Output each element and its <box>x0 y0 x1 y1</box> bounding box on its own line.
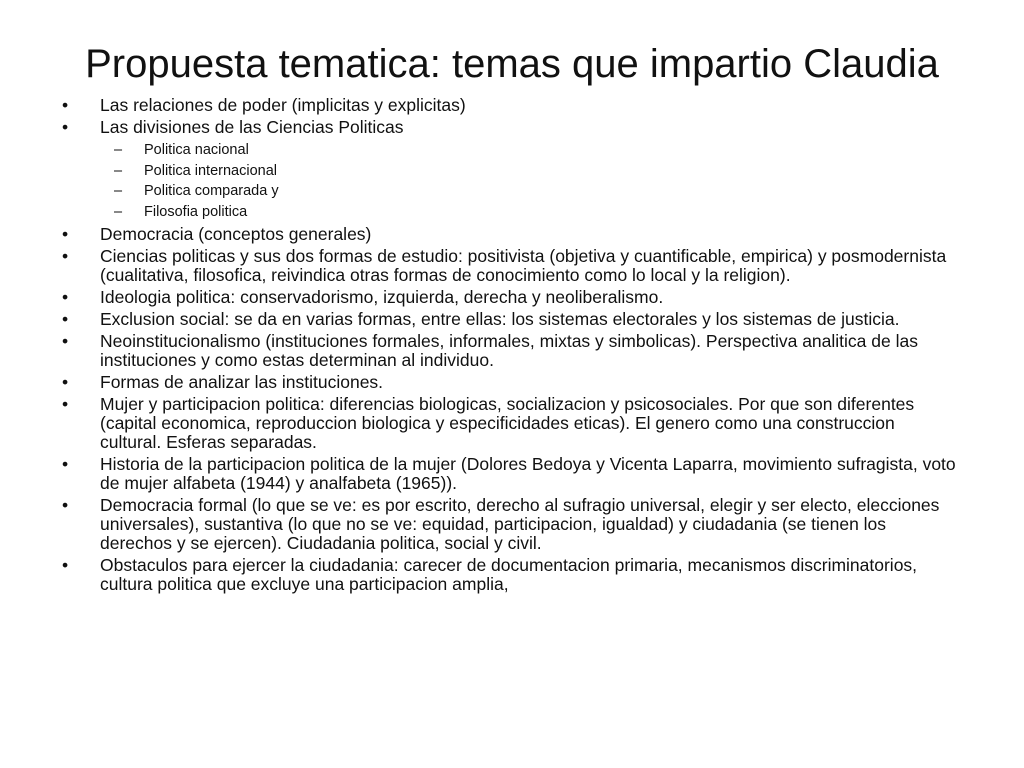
bullet-marker: • <box>62 372 69 392</box>
sub-item <box>114 140 956 161</box>
bullet-text: Mujer y participacion politica: diferencias biologicas, socializacion y psicosociales. Por que son diferentes (capital economica, reproduccion biologica y especificidades eticas). El genero como una construccion cultural. Esferas separadas. <box>100 394 915 452</box>
bullet-item <box>56 310 956 329</box>
bullet-item <box>56 225 956 244</box>
bullet-item <box>56 332 956 370</box>
bullet-marker: • <box>62 555 69 575</box>
sub-text: Politica comparada y <box>144 183 279 199</box>
bullet-text: Democracia formal (lo que se ve: es por escrito, derecho al sufragio universal, elegir y ser electo, elecciones universales), sustantiva (lo que no se ve: equidad, participacion, igualdad) y ciudadania (se tienen los derechos y se ejercen). Ciudadania politica, social y civil. <box>100 495 940 553</box>
bullet-marker: • <box>62 246 69 266</box>
bullet-text: Formas de analizar las instituciones. <box>100 372 384 392</box>
sub-item <box>114 161 956 182</box>
bullet-text: Las divisiones de las Ciencias Politicas <box>100 117 404 137</box>
sub-text: Politica nacional <box>144 142 249 158</box>
bullet-marker: • <box>62 287 69 307</box>
bullet-item <box>56 288 956 307</box>
bullet-text: Ciencias politicas y sus dos formas de estudio: positivista (objetiva y cuantificable, empirica) y posmodernista (cualitativa, filosofica, reivindica otras formas de conocimiento como lo local y la religion). <box>100 246 947 285</box>
sub-marker: – <box>114 162 123 179</box>
bullet-marker: • <box>62 309 69 329</box>
bullet-item <box>56 247 956 285</box>
bullet-marker: • <box>62 117 69 137</box>
sub-text: Filosofia politica <box>144 203 248 220</box>
bullet-marker: • <box>62 454 69 474</box>
bullet-item <box>56 496 956 553</box>
bullet-item <box>56 118 956 137</box>
sub-list <box>114 140 956 222</box>
sub-marker: – <box>114 142 123 158</box>
sub-marker: – <box>114 203 123 220</box>
bullet-list <box>56 96 956 597</box>
sub-item <box>114 181 956 202</box>
bullet-marker: • <box>62 331 69 351</box>
bullet-text: Las relaciones de poder (implicitas y explicitas) <box>100 95 466 115</box>
bullet-text: Historia de la participacion politica de la mujer (Dolores Bedoya y Vicenta Laparra, movimiento sufragista, voto de mujer alfabeta (1944) y analfabeta (1965)). <box>100 454 956 493</box>
bullet-marker: • <box>62 394 69 414</box>
bullet-text: Neoinstitucionalismo (instituciones formales, informales, mixtas y simbolicas). Perspectiva analitica de las instituciones y como estas determinan al individuo. <box>100 331 918 370</box>
bullet-item <box>56 373 956 392</box>
bullet-text: Exclusion social: se da en varias formas, entre ellas: los sistemas electorales y los sistemas de justicia. <box>100 309 900 329</box>
bullet-text: Obstaculos para ejercer la ciudadania: carecer de documentacion primaria, mecanismos discriminatorios, cultura politica que excluye una participacion amplia, <box>100 555 918 594</box>
bullet-item <box>56 455 956 493</box>
slide-title: Propuesta tematica: temas que impartio Claudia <box>85 42 939 86</box>
sub-text: Politica internacional <box>144 162 277 179</box>
bullet-item <box>56 395 956 452</box>
sub-marker: – <box>114 183 123 199</box>
bullet-item <box>56 556 956 594</box>
bullet-item <box>56 96 956 115</box>
bullet-marker: • <box>62 495 69 515</box>
bullet-text: Ideologia politica: conservadorismo, izquierda, derecha y neoliberalismo. <box>100 287 664 307</box>
sub-item <box>114 202 956 223</box>
bullet-marker: • <box>62 95 69 115</box>
bullet-marker: • <box>62 224 69 244</box>
bullet-text: Democracia (conceptos generales) <box>100 224 372 244</box>
